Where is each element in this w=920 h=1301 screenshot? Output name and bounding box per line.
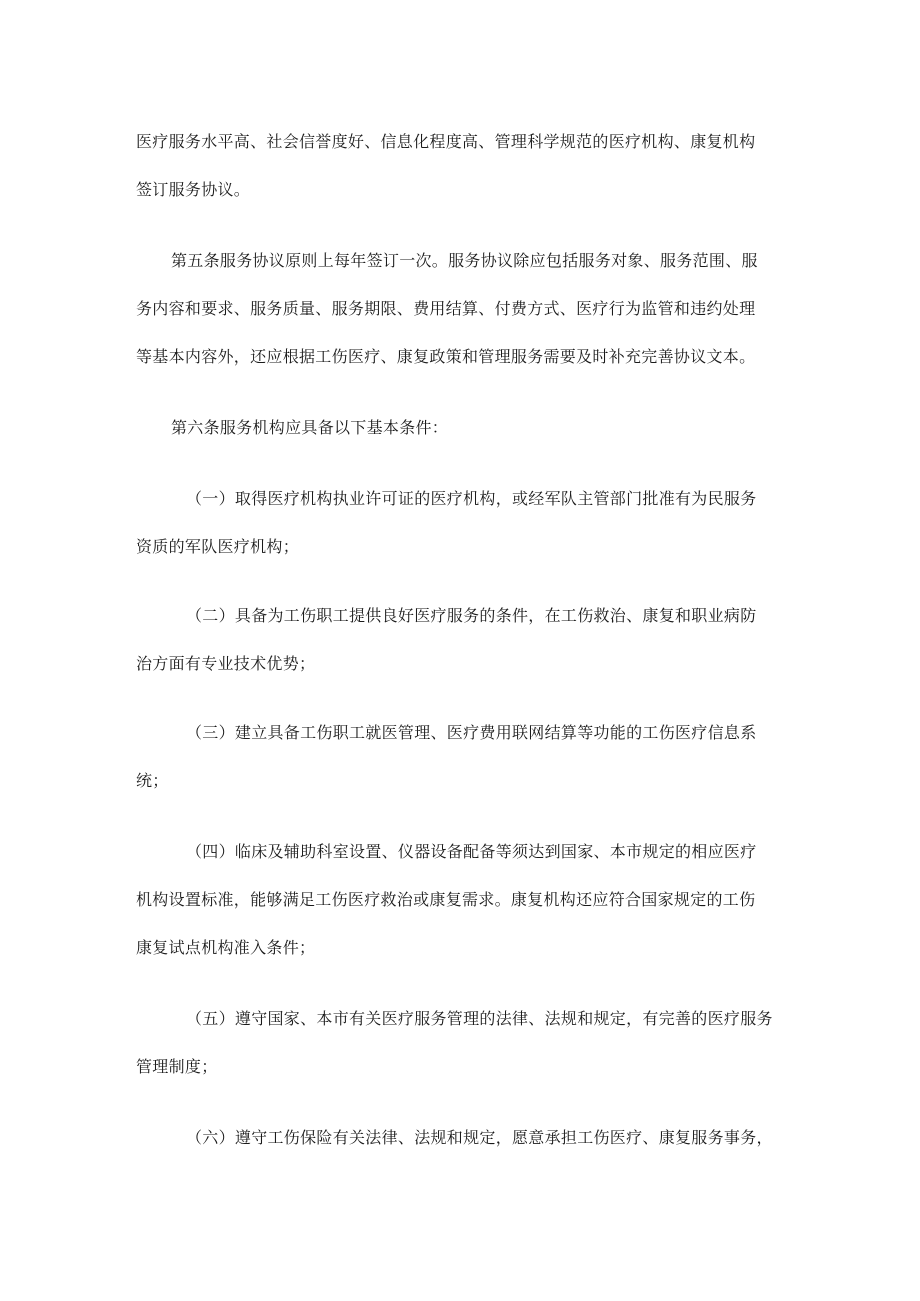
list-item-4-line: 康复试点机构准入条件； [136, 938, 316, 957]
list-item-3-line: 统； [136, 771, 169, 790]
list-item-5-line: 管理制度； [136, 1057, 218, 1076]
paragraph-line: 签订服务协议。 [136, 180, 251, 199]
list-item-4-line: 机构设置标准，能够满足工伤医疗救治或康复需求。康复机构还应符合国家规定的工伤 [136, 890, 756, 909]
list-item-4-line: （四）临床及辅助科室设置、仪器设备配备等须达到国家、本市规定的相应医疗 [186, 842, 757, 861]
list-item-6-line: （六）遵守工伤保险有关法律、法规和规定，愿意承担工伤医疗、康复服务事务， [186, 1128, 773, 1147]
list-item-1-line: （一）取得医疗机构执业许可证的医疗机构，或经军队主管部门批准有为民服务 [186, 489, 757, 508]
paragraph-line: 务内容和要求、服务质量、服务期限、费用结算、付费方式、医疗行为监管和违约处理 [136, 299, 756, 318]
article-5-heading-line: 第五条服务协议原则上每年签订一次。服务协议除应包括服务对象、服务范围、服 [171, 251, 758, 270]
article-6-heading-line: 第六条服务机构应具备以下基本条件： [171, 418, 449, 437]
list-item-3-line: （三）建立具备工伤职工就医管理、医疗费用联网结算等功能的工伤医疗信息系 [186, 723, 757, 742]
list-item-1-line: 资质的军队医疗机构； [136, 537, 300, 556]
list-item-2-line: （二）具备为工伤职工提供良好医疗服务的条件，在工伤救治、康复和职业病防 [186, 606, 757, 625]
list-item-5-line: （五）遵守国家、本市有关医疗服务管理的法律、法规和规定，有完善的医疗服务 [186, 1009, 773, 1028]
list-item-2-line: 治方面有专业技术优势； [136, 654, 316, 673]
paragraph-line: 医疗服务水平高、社会信誉度好、信息化程度高、管理科学规范的医疗机构、康复机构 [136, 132, 756, 151]
paragraph-line: 等基本内容外，还应根据工伤医疗、康复政策和管理服务需要及时补充完善协议文本。 [136, 347, 756, 366]
